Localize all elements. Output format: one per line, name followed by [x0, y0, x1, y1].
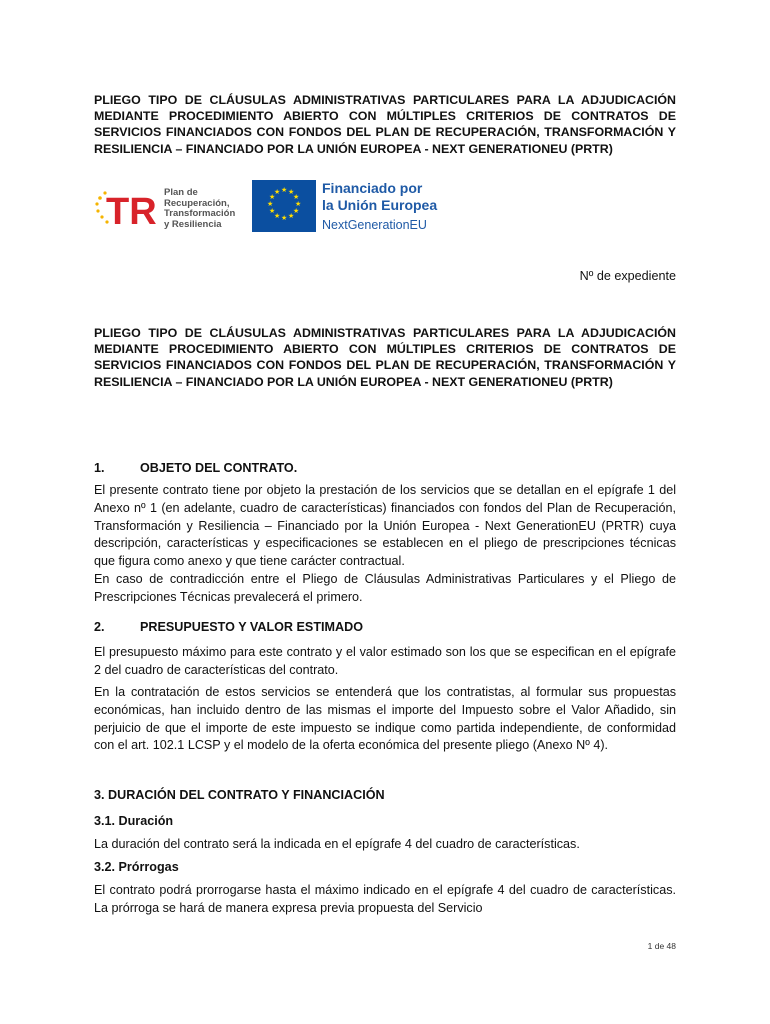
subsection-3-2-title: 3.2. Prórrogas	[94, 860, 179, 874]
section-2-paragraph-2: En la contratación de estos servicios se entenderá que los contratistas, al formular sus propuestas económicas, han incluido dentro de las mismas el importe del Impuesto sobre el Valor Añadido, sin perjuicio de que el importe de este impuesto se indique como partida independiente, de conformidad con el art. 102.1 LCSP y el modelo de la oferta económica del presente pliego (Anexo Nº 4).	[94, 685, 676, 753]
section-2-paragraph-1: El presupuesto máximo para este contrato y el valor estimado son los que se especifican en el epígrafe 2 del cuadro de características del contrato.	[94, 645, 676, 677]
prtr-text-line: Recuperación,	[164, 197, 230, 209]
prtr-text-line: y Resiliencia	[164, 218, 222, 230]
section-title: PRESUPUESTO Y VALOR ESTIMADO	[140, 620, 363, 634]
eu-line2: la Unión Europea	[322, 197, 438, 213]
subsection-3-1-text: La duración del contrato será la indicada en el epígrafe 4 del cuadro de características.	[94, 837, 580, 851]
prtr-text	[164, 188, 235, 230]
expediente-label: Nº de expediente	[579, 269, 676, 283]
document-title-repeat: PLIEGO TIPO DE CLÁUSULAS ADMINISTRATIVAS PARTICULARES PARA LA ADJUDICACIÓN MEDIANTE PROCEDIMIENTO ABIERTO CON MÚLTIPLES CRITERIOS DE CONTRATOS DE SERVICIOS FINANCIADOS CON FONDOS DEL PLAN DE RECUPERACIÓN, TRANSFORMACIÓN Y RESILIENCIA – FINANCIADO POR LA UNIÓN EUROPEA - NEXT GENERATIONEU (PRTR)	[94, 326, 676, 389]
section-1-heading	[94, 461, 297, 475]
svg-text:★: ★	[267, 200, 274, 208]
prtr-logo	[94, 184, 249, 230]
svg-text:★: ★	[269, 207, 276, 215]
section-number: 1.	[94, 461, 105, 475]
document-title: PLIEGO TIPO DE CLÁUSULAS ADMINISTRATIVAS PARTICULARES PARA LA ADJUDICACIÓN MEDIANTE PROCEDIMIENTO ABIERTO CON MÚLTIPLES CRITERIOS DE CONTRATOS DE SERVICIOS FINANCIADOS CON FONDOS DEL PLAN DE RECUPERACIÓN, TRANSFORMACIÓN Y RESILIENCIA – FINANCIADO POR LA UNIÓN EUROPEA - NEXT GENERATIONEU (PRTR)	[94, 93, 676, 156]
page-number: 1 de 48	[647, 941, 676, 951]
svg-text:★: ★	[269, 193, 276, 201]
svg-text:★: ★	[295, 200, 302, 208]
section-1-paragraph-2: En caso de contradicción entre el Pliego de Cláusulas Administrativas Particulares y el Pliego de Prescripciones Técnicas prevalecerá el primero.	[94, 572, 676, 604]
eu-line3: NextGenerationEU	[322, 218, 427, 232]
section-number: 2.	[94, 620, 105, 634]
svg-text:★: ★	[293, 207, 300, 215]
svg-text:★: ★	[274, 212, 281, 220]
prtr-text-line: Plan de	[164, 187, 198, 198]
prtr-emblem-icon	[94, 184, 160, 230]
logos-banner	[94, 178, 454, 238]
svg-text:★: ★	[293, 193, 300, 201]
svg-text:★: ★	[281, 214, 288, 222]
section-title: OBJETO DEL CONTRATO.	[140, 461, 298, 475]
prtr-text-line: Transformación	[164, 208, 236, 219]
svg-text:★: ★	[288, 188, 295, 196]
svg-text:★: ★	[288, 212, 295, 220]
section-3-heading: 3. DURACIÓN DEL CONTRATO Y FINANCIACIÓN	[94, 788, 385, 802]
prtr-mark: TR	[106, 191, 157, 230]
section-1-paragraph-1: El presente contrato tiene por objeto la prestación de los servicios que se detallan en el epígrafe 1 del Anexo nº 1 (en adelante, cuadro de características) financiados con fondos del Plan de Recuperación, Transformación y Resiliencia – Financiado por la Unión Europea - Next GenerationEU (PRTR) cuya descripción, características y especificaciones se establecen en el pliego de prescripciones técnicas que figura como anexo y que tiene carácter contractual.	[94, 483, 676, 569]
section-2-heading	[94, 620, 363, 634]
eu-line1: Financiado por	[322, 180, 423, 196]
svg-text:★: ★	[281, 186, 288, 194]
subsection-3-2-text: El contrato podrá prorrogarse hasta el máximo indicado en el epígrafe 4 del cuadro de características. La prórroga se hará de manera expresa previa propuesta del Servicio	[94, 883, 676, 915]
eu-flag-icon	[252, 180, 316, 232]
subsection-3-1-title: 3.1. Duración	[94, 814, 174, 828]
eu-funding-text	[322, 180, 437, 234]
svg-text:★: ★	[274, 188, 281, 196]
